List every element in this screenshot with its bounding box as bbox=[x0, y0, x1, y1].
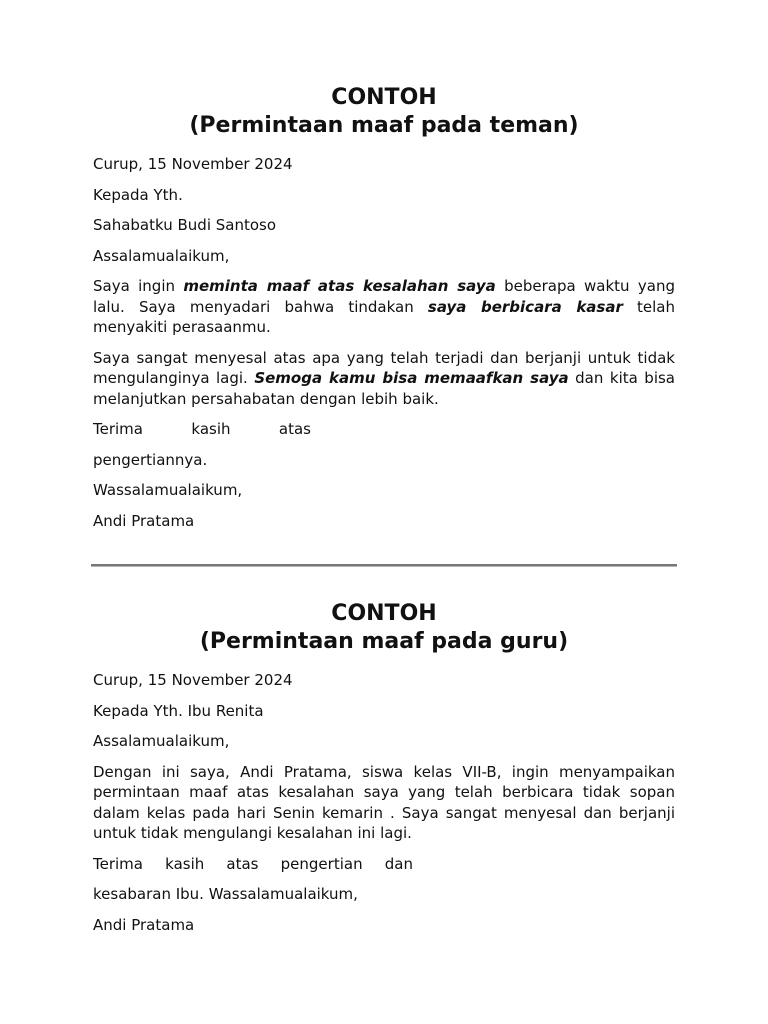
letter1-p2-emphasis: Semoga kamu bisa memaafkan saya bbox=[254, 369, 569, 387]
letter1-paragraph-2 bbox=[93, 348, 675, 410]
letter2-thanks-word: Terima bbox=[93, 854, 143, 873]
letter2-title: CONTOH bbox=[331, 601, 437, 626]
letter2-thanks-word: pengertian bbox=[280, 854, 363, 873]
letter1-p1-text-c: telah menyakiti perasaanmu. bbox=[93, 297, 675, 336]
letter2-place-date: Curup, 15 November 2024 bbox=[93, 671, 293, 689]
letter1-closing: Wassalamualaikum, bbox=[93, 481, 243, 499]
letter1-thanks-line-2: pengertiannya. bbox=[93, 450, 208, 469]
letter1-thanks-line bbox=[93, 419, 311, 440]
letter1-thanks-word: Terima bbox=[93, 420, 143, 438]
letter1-p2-text-b: dan kita bisa melanjutkan persahabatan dengan lebih baik. bbox=[93, 369, 675, 408]
letter1-paragraph-1 bbox=[93, 276, 675, 338]
letter2-to: Kepada Yth. Ibu Renita bbox=[93, 701, 264, 720]
letter2-thanks-word: dan bbox=[384, 854, 413, 873]
letter1-recipient: Sahabatku Budi Santoso bbox=[93, 216, 277, 234]
letter-teman bbox=[93, 84, 675, 541]
letter2-greeting: Assalamualaikum, bbox=[93, 732, 230, 750]
letter1-to: Kepada Yth. bbox=[93, 185, 183, 204]
letter1-greeting: Assalamualaikum, bbox=[93, 246, 230, 265]
letter2-paragraph-1: Dengan ini saya, Andi Pratama, siswa kelas VII-B, ingin menyampaikan permintaan maaf atas kesalahan saya yang telah berbicara tidak sopan dalam kelas pada hari Senin kemarin . Saya sangat menyesal dan berjanji untuk tidak mengulangi kesalahan ini lagi. bbox=[93, 762, 675, 842]
letter2-thanks-line bbox=[93, 854, 413, 875]
letter1-p1-text-b: beberapa waktu yang lalu. Saya menyadari bahwa tindakan bbox=[93, 277, 675, 316]
letter2-thanks-line-2: kesabaran Ibu. Wassalamualaikum, bbox=[93, 885, 358, 903]
letter1-thanks-word: atas bbox=[278, 420, 311, 438]
letter1-thanks-word: kasih bbox=[191, 420, 231, 438]
letter1-signature: Andi Pratama bbox=[93, 511, 195, 530]
letter1-p2-text-a: Saya sangat menyesal atas apa yang telah terjadi dan berjanji untuk tidak mengulanginya lagi. bbox=[93, 348, 675, 387]
letter2-signature: Andi Pratama bbox=[93, 915, 195, 934]
letter1-p1-emphasis-b: saya berbicara kasar bbox=[427, 297, 623, 316]
letter1-place-date: Curup, 15 November 2024 bbox=[93, 155, 293, 173]
letter2-subtitle: (Permintaan maaf pada guru) bbox=[199, 629, 569, 654]
letter2-thanks-word: atas bbox=[226, 854, 259, 873]
letter-guru bbox=[93, 600, 675, 945]
letter1-p1-emphasis-a: meminta maaf atas kesalahan saya bbox=[183, 277, 496, 295]
section-divider bbox=[91, 564, 677, 567]
letter2-thanks-word: kasih bbox=[165, 854, 205, 873]
letter1-subtitle: (Permintaan maaf pada teman) bbox=[189, 113, 579, 138]
letter2-body bbox=[93, 670, 675, 935]
letter1-title: CONTOH bbox=[331, 85, 437, 110]
letter1-p1-text-a: Saya ingin bbox=[93, 277, 184, 295]
letter1-body bbox=[93, 154, 675, 531]
